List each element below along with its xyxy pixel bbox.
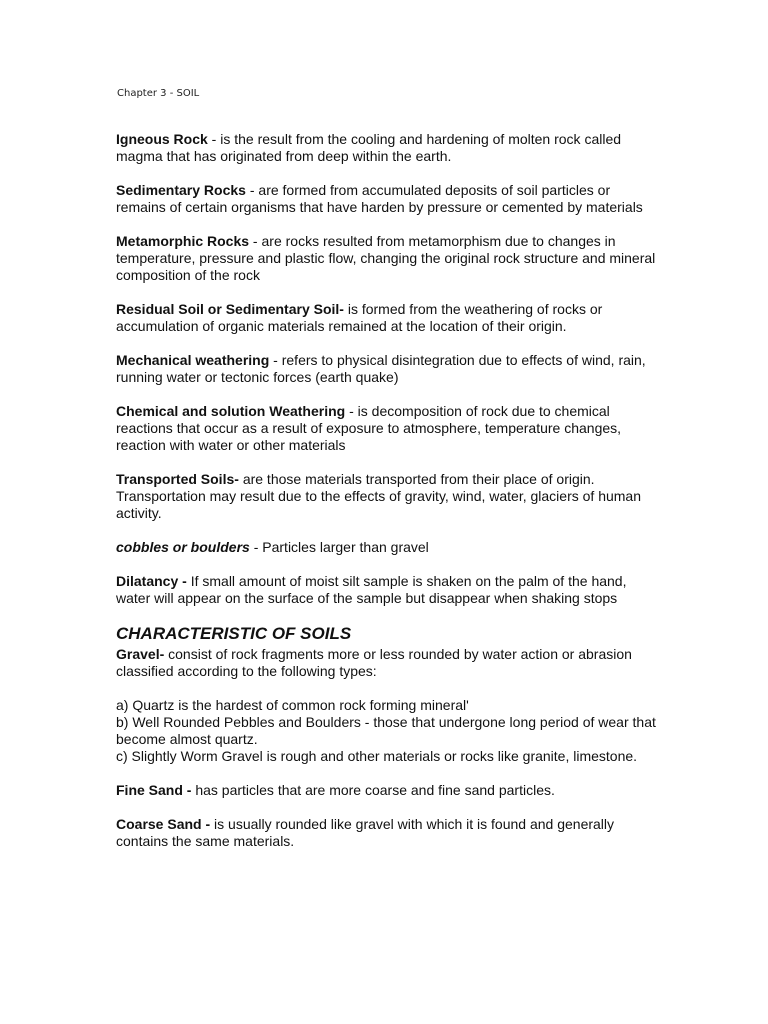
term: Chemical and solution Weathering: [116, 403, 346, 419]
definition-text: are rocks resulted from metamorphism due to changes in temperature, pressure and plastic flow, changing the original rock structure and mineral composition of the rock: [116, 233, 656, 283]
term: Sedimentary Rocks: [116, 182, 246, 198]
gravel-type-a: a) Quartz is the hardest of common rock forming mineral': [116, 697, 469, 713]
definition-residual-soil: [116, 301, 656, 335]
definition-metamorphic-rocks: Metamorphic Rocks - are rocks resulted from metamorphism due to changes in temperature, pressure and plastic flow, changing the original rock structure and mineral composition of the rock: [116, 233, 656, 283]
chapter-header: Chapter 3 - SOIL: [117, 88, 200, 99]
definition-mechanical-weathering: Mechanical weathering - refers to physical disintegration due to effects of wind, rain, running water or tectonic forces (earth quake): [116, 352, 646, 385]
term: Transported Soils-: [116, 471, 239, 487]
definition-text: is the result from the cooling and hardening of molten rock called magma that has originated from deep within the earth.: [116, 131, 622, 164]
document-body: [116, 131, 656, 867]
definition-dilatancy: [116, 573, 656, 607]
term: Fine Sand -: [116, 782, 192, 798]
definition-text: Particles larger than gravel: [262, 539, 429, 555]
term: Dilatancy -: [116, 573, 187, 589]
term: cobbles or boulders: [116, 539, 250, 555]
definition-gravel: [116, 646, 656, 680]
term: Residual Soil or Sedimentary Soil-: [116, 301, 344, 317]
term: Metamorphic Rocks: [116, 233, 250, 249]
term: Coarse Sand -: [116, 816, 211, 832]
spacer: [116, 765, 656, 782]
definition-igneous-rock: Igneous Rock - is the result from the cooling and hardening of molten rock called magma that has originated from deep within the earth.: [116, 131, 622, 164]
term: Igneous Rock: [116, 131, 208, 147]
gravel-type-b: b) Well Rounded Pebbles and Boulders - those that undergone long period of wear that become almost quartz.: [116, 714, 656, 747]
definition-text: consist of rock fragments more or less rounded by water action or abrasion classified according to the following types:: [116, 646, 632, 679]
definition-text: is usually rounded like gravel with which it is found and generally contains the same materials.: [116, 816, 615, 849]
definition-text: is formed from the weathering of rocks or accumulation of organic materials remained at the location of their origin.: [116, 301, 603, 334]
definition-cobbles-boulders: cobbles or boulders - Particles larger than gravel: [116, 539, 429, 555]
definition-chemical-weathering: Chemical and solution Weathering - is decomposition of rock due to chemical reactions that occur as a result of exposure to atmosphere, temperature changes, reaction with water or other materials: [116, 403, 622, 453]
definition-fine-sand: [116, 782, 656, 799]
definition-text: has particles that are more coarse and fine sand particles.: [195, 782, 555, 798]
definition-sedimentary-rocks: Sedimentary Rocks - are formed from accumulated deposits of soil particles or remains of certain organisms that have harden by pressure or cemented by materials: [116, 182, 643, 215]
definition-coarse-sand: [116, 816, 656, 850]
definition-transported-soils: [116, 471, 656, 522]
term: Gravel-: [116, 646, 165, 662]
section-heading: CHARACTERISTIC OF SOILS: [116, 624, 352, 643]
definition-text: refers to physical disintegration due to effects of wind, rain, running water or tectonic forces (earth quake): [116, 352, 646, 385]
definition-text: is decomposition of rock due to chemical reactions that occur as a result of exposure to atmosphere, temperature changes, reaction with water or other materials: [116, 403, 622, 453]
definition-text: If small amount of moist silt sample is shaken on the palm of the hand, water will appear on the surface of the sample but disappear when shaking stops: [116, 573, 627, 606]
gravel-type-c: c) Slightly Worm Gravel is rough and other materials or rocks like granite, limestone.: [116, 748, 638, 764]
definition-text: are those materials transported from their place of origin. Transportation may result due to the effects of gravity, wind, water, glaciers of human activity.: [116, 471, 641, 521]
definition-text: are formed from accumulated deposits of soil particles or remains of certain organisms that have harden by pressure or cemented by materials: [116, 182, 643, 215]
term: Mechanical weathering: [116, 352, 270, 368]
